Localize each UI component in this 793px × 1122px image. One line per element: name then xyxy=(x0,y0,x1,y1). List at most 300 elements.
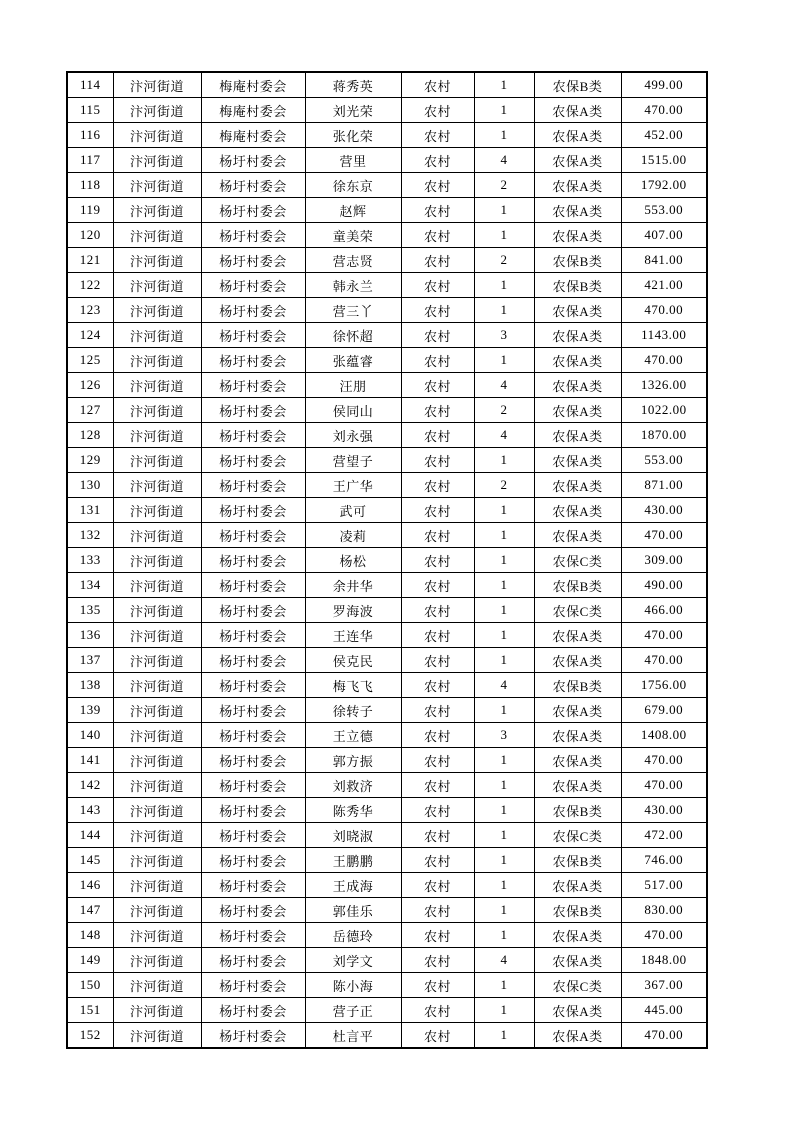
cell-amount: 1870.00 xyxy=(621,423,707,448)
cell-area-type: 农村 xyxy=(401,148,474,173)
cell-person-name: 营里 xyxy=(305,148,401,173)
cell-insurance-category: 农保A类 xyxy=(534,773,621,798)
cell-village-committee: 杨圩村委会 xyxy=(201,773,305,798)
cell-serial-number: 150 xyxy=(67,973,113,998)
cell-insurance-category: 农保C类 xyxy=(534,598,621,623)
cell-amount: 472.00 xyxy=(621,823,707,848)
table-row xyxy=(67,323,707,348)
table-row xyxy=(67,873,707,898)
cell-person-name: 陈秀华 xyxy=(305,798,401,823)
cell-person-name: 赵辉 xyxy=(305,198,401,223)
cell-village-committee: 杨圩村委会 xyxy=(201,298,305,323)
cell-person-count: 1 xyxy=(474,698,534,723)
cell-person-count: 1 xyxy=(474,72,534,98)
cell-insurance-category: 农保A类 xyxy=(534,523,621,548)
cell-street: 汴河街道 xyxy=(113,423,201,448)
cell-amount: 1143.00 xyxy=(621,323,707,348)
cell-serial-number: 129 xyxy=(67,448,113,473)
table-row xyxy=(67,998,707,1023)
table-row xyxy=(67,823,707,848)
cell-person-count: 1 xyxy=(474,523,534,548)
cell-street: 汴河街道 xyxy=(113,298,201,323)
table-row xyxy=(67,573,707,598)
cell-person-count: 1 xyxy=(474,798,534,823)
cell-person-count: 1 xyxy=(474,498,534,523)
cell-serial-number: 145 xyxy=(67,848,113,873)
cell-village-committee: 杨圩村委会 xyxy=(201,323,305,348)
cell-person-count: 1 xyxy=(474,273,534,298)
cell-person-count: 4 xyxy=(474,423,534,448)
cell-serial-number: 126 xyxy=(67,373,113,398)
cell-amount: 470.00 xyxy=(621,623,707,648)
cell-village-committee: 杨圩村委会 xyxy=(201,373,305,398)
cell-person-count: 1 xyxy=(474,448,534,473)
cell-person-name: 刘晓淑 xyxy=(305,823,401,848)
cell-serial-number: 135 xyxy=(67,598,113,623)
cell-insurance-category: 农保A类 xyxy=(534,298,621,323)
cell-serial-number: 131 xyxy=(67,498,113,523)
cell-street: 汴河街道 xyxy=(113,948,201,973)
cell-amount: 445.00 xyxy=(621,998,707,1023)
cell-area-type: 农村 xyxy=(401,323,474,348)
cell-person-name: 营子正 xyxy=(305,998,401,1023)
cell-insurance-category: 农保B类 xyxy=(534,673,621,698)
cell-village-committee: 杨圩村委会 xyxy=(201,673,305,698)
cell-street: 汴河街道 xyxy=(113,848,201,873)
cell-serial-number: 119 xyxy=(67,198,113,223)
cell-area-type: 农村 xyxy=(401,248,474,273)
cell-person-count: 2 xyxy=(474,173,534,198)
cell-person-count: 1 xyxy=(474,823,534,848)
cell-person-name: 张化荣 xyxy=(305,123,401,148)
cell-amount: 746.00 xyxy=(621,848,707,873)
cell-person-count: 1 xyxy=(474,573,534,598)
cell-person-name: 岳德玲 xyxy=(305,923,401,948)
cell-area-type: 农村 xyxy=(401,823,474,848)
table-row xyxy=(67,923,707,948)
cell-village-committee: 杨圩村委会 xyxy=(201,223,305,248)
cell-person-name: 童美荣 xyxy=(305,223,401,248)
cell-person-count: 1 xyxy=(474,348,534,373)
cell-area-type: 农村 xyxy=(401,398,474,423)
cell-person-count: 3 xyxy=(474,723,534,748)
cell-street: 汴河街道 xyxy=(113,72,201,98)
cell-village-committee: 杨圩村委会 xyxy=(201,698,305,723)
cell-street: 汴河街道 xyxy=(113,598,201,623)
cell-insurance-category: 农保B类 xyxy=(534,573,621,598)
cell-village-committee: 杨圩村委会 xyxy=(201,523,305,548)
cell-person-count: 1 xyxy=(474,198,534,223)
cell-person-count: 4 xyxy=(474,673,534,698)
cell-area-type: 农村 xyxy=(401,223,474,248)
cell-insurance-category: 农保B类 xyxy=(534,798,621,823)
table-row xyxy=(67,98,707,123)
cell-amount: 470.00 xyxy=(621,98,707,123)
cell-person-count: 4 xyxy=(474,948,534,973)
cell-serial-number: 116 xyxy=(67,123,113,148)
cell-area-type: 农村 xyxy=(401,948,474,973)
cell-amount: 470.00 xyxy=(621,348,707,373)
cell-serial-number: 130 xyxy=(67,473,113,498)
cell-serial-number: 139 xyxy=(67,698,113,723)
table-row xyxy=(67,198,707,223)
cell-village-committee: 杨圩村委会 xyxy=(201,848,305,873)
table-row xyxy=(67,698,707,723)
cell-person-name: 徐怀超 xyxy=(305,323,401,348)
cell-person-name: 王立德 xyxy=(305,723,401,748)
cell-amount: 309.00 xyxy=(621,548,707,573)
cell-street: 汴河街道 xyxy=(113,323,201,348)
cell-amount: 470.00 xyxy=(621,748,707,773)
cell-village-committee: 杨圩村委会 xyxy=(201,923,305,948)
cell-street: 汴河街道 xyxy=(113,648,201,673)
table-row xyxy=(67,423,707,448)
cell-area-type: 农村 xyxy=(401,548,474,573)
table-row xyxy=(67,948,707,973)
cell-village-committee: 杨圩村委会 xyxy=(201,198,305,223)
cell-serial-number: 141 xyxy=(67,748,113,773)
cell-person-name: 汪朋 xyxy=(305,373,401,398)
cell-person-count: 4 xyxy=(474,148,534,173)
cell-person-count: 1 xyxy=(474,973,534,998)
cell-street: 汴河街道 xyxy=(113,348,201,373)
cell-insurance-category: 农保A类 xyxy=(534,373,621,398)
cell-insurance-category: 农保B类 xyxy=(534,848,621,873)
cell-serial-number: 152 xyxy=(67,1023,113,1049)
cell-amount: 490.00 xyxy=(621,573,707,598)
table-row xyxy=(67,1023,707,1049)
cell-person-name: 王连华 xyxy=(305,623,401,648)
cell-serial-number: 140 xyxy=(67,723,113,748)
cell-street: 汴河街道 xyxy=(113,723,201,748)
cell-serial-number: 134 xyxy=(67,573,113,598)
table-row xyxy=(67,273,707,298)
cell-amount: 452.00 xyxy=(621,123,707,148)
cell-insurance-category: 农保A类 xyxy=(534,223,621,248)
table-row xyxy=(67,898,707,923)
cell-person-name: 营三丫 xyxy=(305,298,401,323)
cell-street: 汴河街道 xyxy=(113,698,201,723)
cell-serial-number: 128 xyxy=(67,423,113,448)
cell-village-committee: 杨圩村委会 xyxy=(201,573,305,598)
cell-person-name: 梅飞飞 xyxy=(305,673,401,698)
cell-street: 汴河街道 xyxy=(113,473,201,498)
cell-insurance-category: 农保A类 xyxy=(534,948,621,973)
cell-serial-number: 151 xyxy=(67,998,113,1023)
cell-area-type: 农村 xyxy=(401,523,474,548)
cell-amount: 466.00 xyxy=(621,598,707,623)
cell-area-type: 农村 xyxy=(401,773,474,798)
cell-amount: 679.00 xyxy=(621,698,707,723)
cell-serial-number: 118 xyxy=(67,173,113,198)
table-row xyxy=(67,973,707,998)
cell-person-name: 韩永兰 xyxy=(305,273,401,298)
cell-amount: 499.00 xyxy=(621,72,707,98)
cell-area-type: 农村 xyxy=(401,72,474,98)
cell-person-name: 王成海 xyxy=(305,873,401,898)
cell-insurance-category: 农保A类 xyxy=(534,698,621,723)
cell-person-name: 王鹏鹏 xyxy=(305,848,401,873)
cell-village-committee: 杨圩村委会 xyxy=(201,973,305,998)
cell-village-committee: 杨圩村委会 xyxy=(201,798,305,823)
cell-village-committee: 杨圩村委会 xyxy=(201,898,305,923)
table-row xyxy=(67,673,707,698)
cell-insurance-category: 农保C类 xyxy=(534,973,621,998)
table-row xyxy=(67,72,707,98)
cell-serial-number: 132 xyxy=(67,523,113,548)
cell-village-committee: 梅庵村委会 xyxy=(201,72,305,98)
cell-amount: 553.00 xyxy=(621,198,707,223)
cell-person-name: 徐转子 xyxy=(305,698,401,723)
cell-village-committee: 杨圩村委会 xyxy=(201,448,305,473)
cell-amount: 470.00 xyxy=(621,298,707,323)
cell-serial-number: 146 xyxy=(67,873,113,898)
cell-insurance-category: 农保B类 xyxy=(534,898,621,923)
cell-street: 汴河街道 xyxy=(113,748,201,773)
cell-street: 汴河街道 xyxy=(113,673,201,698)
cell-insurance-category: 农保A类 xyxy=(534,348,621,373)
cell-village-committee: 杨圩村委会 xyxy=(201,498,305,523)
cell-person-name: 刘光荣 xyxy=(305,98,401,123)
table-row xyxy=(67,773,707,798)
cell-serial-number: 136 xyxy=(67,623,113,648)
cell-serial-number: 147 xyxy=(67,898,113,923)
cell-amount: 517.00 xyxy=(621,873,707,898)
cell-insurance-category: 农保A类 xyxy=(534,723,621,748)
cell-serial-number: 124 xyxy=(67,323,113,348)
table-row xyxy=(67,298,707,323)
cell-insurance-category: 农保A类 xyxy=(534,923,621,948)
cell-person-name: 刘救济 xyxy=(305,773,401,798)
table-row xyxy=(67,648,707,673)
cell-village-committee: 杨圩村委会 xyxy=(201,398,305,423)
table-row xyxy=(67,498,707,523)
table-row xyxy=(67,523,707,548)
cell-area-type: 农村 xyxy=(401,873,474,898)
cell-street: 汴河街道 xyxy=(113,973,201,998)
cell-insurance-category: 农保C类 xyxy=(534,823,621,848)
cell-serial-number: 125 xyxy=(67,348,113,373)
cell-amount: 1326.00 xyxy=(621,373,707,398)
cell-street: 汴河街道 xyxy=(113,123,201,148)
cell-amount: 470.00 xyxy=(621,1023,707,1049)
cell-area-type: 农村 xyxy=(401,698,474,723)
cell-person-count: 1 xyxy=(474,773,534,798)
cell-area-type: 农村 xyxy=(401,973,474,998)
cell-person-count: 1 xyxy=(474,648,534,673)
table-row xyxy=(67,348,707,373)
cell-area-type: 农村 xyxy=(401,348,474,373)
cell-amount: 430.00 xyxy=(621,798,707,823)
cell-village-committee: 梅庵村委会 xyxy=(201,123,305,148)
cell-insurance-category: 农保A类 xyxy=(534,448,621,473)
cell-area-type: 农村 xyxy=(401,373,474,398)
cell-person-count: 1 xyxy=(474,98,534,123)
cell-person-count: 2 xyxy=(474,473,534,498)
cell-person-name: 郭方振 xyxy=(305,748,401,773)
cell-serial-number: 149 xyxy=(67,948,113,973)
table-row xyxy=(67,848,707,873)
cell-amount: 430.00 xyxy=(621,498,707,523)
cell-person-name: 营志贤 xyxy=(305,248,401,273)
cell-area-type: 农村 xyxy=(401,923,474,948)
cell-person-name: 余井华 xyxy=(305,573,401,598)
cell-insurance-category: 农保A类 xyxy=(534,873,621,898)
cell-street: 汴河街道 xyxy=(113,223,201,248)
cell-insurance-category: 农保A类 xyxy=(534,423,621,448)
table-row xyxy=(67,748,707,773)
cell-insurance-category: 农保C类 xyxy=(534,548,621,573)
cell-person-name: 郭佳乐 xyxy=(305,898,401,923)
cell-amount: 1756.00 xyxy=(621,673,707,698)
cell-serial-number: 143 xyxy=(67,798,113,823)
cell-street: 汴河街道 xyxy=(113,873,201,898)
cell-serial-number: 120 xyxy=(67,223,113,248)
cell-person-count: 1 xyxy=(474,748,534,773)
cell-amount: 407.00 xyxy=(621,223,707,248)
cell-amount: 1792.00 xyxy=(621,173,707,198)
cell-amount: 1848.00 xyxy=(621,948,707,973)
cell-serial-number: 133 xyxy=(67,548,113,573)
cell-person-name: 罗海波 xyxy=(305,598,401,623)
table-row xyxy=(67,598,707,623)
cell-area-type: 农村 xyxy=(401,748,474,773)
cell-serial-number: 117 xyxy=(67,148,113,173)
cell-street: 汴河街道 xyxy=(113,498,201,523)
cell-street: 汴河街道 xyxy=(113,998,201,1023)
table-row xyxy=(67,798,707,823)
cell-area-type: 农村 xyxy=(401,798,474,823)
cell-village-committee: 杨圩村委会 xyxy=(201,748,305,773)
cell-area-type: 农村 xyxy=(401,273,474,298)
cell-village-committee: 杨圩村委会 xyxy=(201,148,305,173)
cell-person-count: 4 xyxy=(474,373,534,398)
cell-insurance-category: 农保A类 xyxy=(534,473,621,498)
cell-street: 汴河街道 xyxy=(113,523,201,548)
cell-amount: 1022.00 xyxy=(621,398,707,423)
cell-village-committee: 杨圩村委会 xyxy=(201,173,305,198)
table-row xyxy=(67,223,707,248)
cell-area-type: 农村 xyxy=(401,498,474,523)
cell-street: 汴河街道 xyxy=(113,798,201,823)
cell-serial-number: 115 xyxy=(67,98,113,123)
cell-serial-number: 123 xyxy=(67,298,113,323)
cell-area-type: 农村 xyxy=(401,1023,474,1049)
cell-person-name: 侯同山 xyxy=(305,398,401,423)
cell-village-committee: 杨圩村委会 xyxy=(201,998,305,1023)
cell-serial-number: 142 xyxy=(67,773,113,798)
cell-amount: 470.00 xyxy=(621,923,707,948)
cell-street: 汴河街道 xyxy=(113,773,201,798)
cell-person-name: 营望子 xyxy=(305,448,401,473)
cell-serial-number: 121 xyxy=(67,248,113,273)
table-row xyxy=(67,448,707,473)
cell-person-count: 1 xyxy=(474,873,534,898)
table-row xyxy=(67,123,707,148)
cell-person-count: 2 xyxy=(474,248,534,273)
table-row xyxy=(67,398,707,423)
cell-street: 汴河街道 xyxy=(113,548,201,573)
cell-insurance-category: 农保A类 xyxy=(534,623,621,648)
cell-amount: 830.00 xyxy=(621,898,707,923)
cell-serial-number: 114 xyxy=(67,72,113,98)
cell-street: 汴河街道 xyxy=(113,448,201,473)
cell-amount: 553.00 xyxy=(621,448,707,473)
cell-person-name: 杜言平 xyxy=(305,1023,401,1049)
cell-insurance-category: 农保A类 xyxy=(534,148,621,173)
cell-area-type: 农村 xyxy=(401,298,474,323)
cell-insurance-category: 农保A类 xyxy=(534,173,621,198)
cell-amount: 1515.00 xyxy=(621,148,707,173)
cell-person-count: 1 xyxy=(474,223,534,248)
cell-village-committee: 杨圩村委会 xyxy=(201,548,305,573)
cell-person-name: 刘永强 xyxy=(305,423,401,448)
cell-street: 汴河街道 xyxy=(113,923,201,948)
cell-person-count: 2 xyxy=(474,398,534,423)
cell-street: 汴河街道 xyxy=(113,273,201,298)
cell-street: 汴河街道 xyxy=(113,373,201,398)
cell-street: 汴河街道 xyxy=(113,173,201,198)
cell-person-count: 1 xyxy=(474,298,534,323)
cell-insurance-category: 农保A类 xyxy=(534,98,621,123)
cell-person-count: 1 xyxy=(474,998,534,1023)
cell-person-name: 侯克民 xyxy=(305,648,401,673)
cell-street: 汴河街道 xyxy=(113,398,201,423)
cell-street: 汴河街道 xyxy=(113,623,201,648)
cell-insurance-category: 农保A类 xyxy=(534,398,621,423)
cell-amount: 470.00 xyxy=(621,648,707,673)
cell-village-committee: 杨圩村委会 xyxy=(201,623,305,648)
cell-amount: 470.00 xyxy=(621,523,707,548)
cell-serial-number: 138 xyxy=(67,673,113,698)
table-row xyxy=(67,373,707,398)
cell-village-committee: 杨圩村委会 xyxy=(201,273,305,298)
cell-person-count: 1 xyxy=(474,123,534,148)
cell-village-committee: 杨圩村委会 xyxy=(201,423,305,448)
cell-person-name: 王广华 xyxy=(305,473,401,498)
cell-village-committee: 杨圩村委会 xyxy=(201,873,305,898)
cell-person-count: 1 xyxy=(474,1023,534,1049)
cell-person-count: 3 xyxy=(474,323,534,348)
table-row xyxy=(67,173,707,198)
cell-area-type: 农村 xyxy=(401,898,474,923)
cell-area-type: 农村 xyxy=(401,723,474,748)
cell-area-type: 农村 xyxy=(401,648,474,673)
table-row xyxy=(67,623,707,648)
cell-insurance-category: 农保A类 xyxy=(534,1023,621,1049)
cell-person-name: 杨松 xyxy=(305,548,401,573)
table-row xyxy=(67,473,707,498)
cell-area-type: 农村 xyxy=(401,848,474,873)
cell-amount: 367.00 xyxy=(621,973,707,998)
cell-area-type: 农村 xyxy=(401,623,474,648)
table-row xyxy=(67,148,707,173)
cell-village-committee: 杨圩村委会 xyxy=(201,1023,305,1049)
cell-village-committee: 杨圩村委会 xyxy=(201,348,305,373)
cell-street: 汴河街道 xyxy=(113,1023,201,1049)
cell-amount: 841.00 xyxy=(621,248,707,273)
cell-village-committee: 杨圩村委会 xyxy=(201,823,305,848)
cell-serial-number: 144 xyxy=(67,823,113,848)
cell-street: 汴河街道 xyxy=(113,823,201,848)
table-body xyxy=(67,72,707,1048)
cell-area-type: 农村 xyxy=(401,598,474,623)
cell-person-name: 武可 xyxy=(305,498,401,523)
cell-person-count: 1 xyxy=(474,548,534,573)
cell-village-committee: 杨圩村委会 xyxy=(201,598,305,623)
cell-person-count: 1 xyxy=(474,848,534,873)
cell-insurance-category: 农保A类 xyxy=(534,998,621,1023)
